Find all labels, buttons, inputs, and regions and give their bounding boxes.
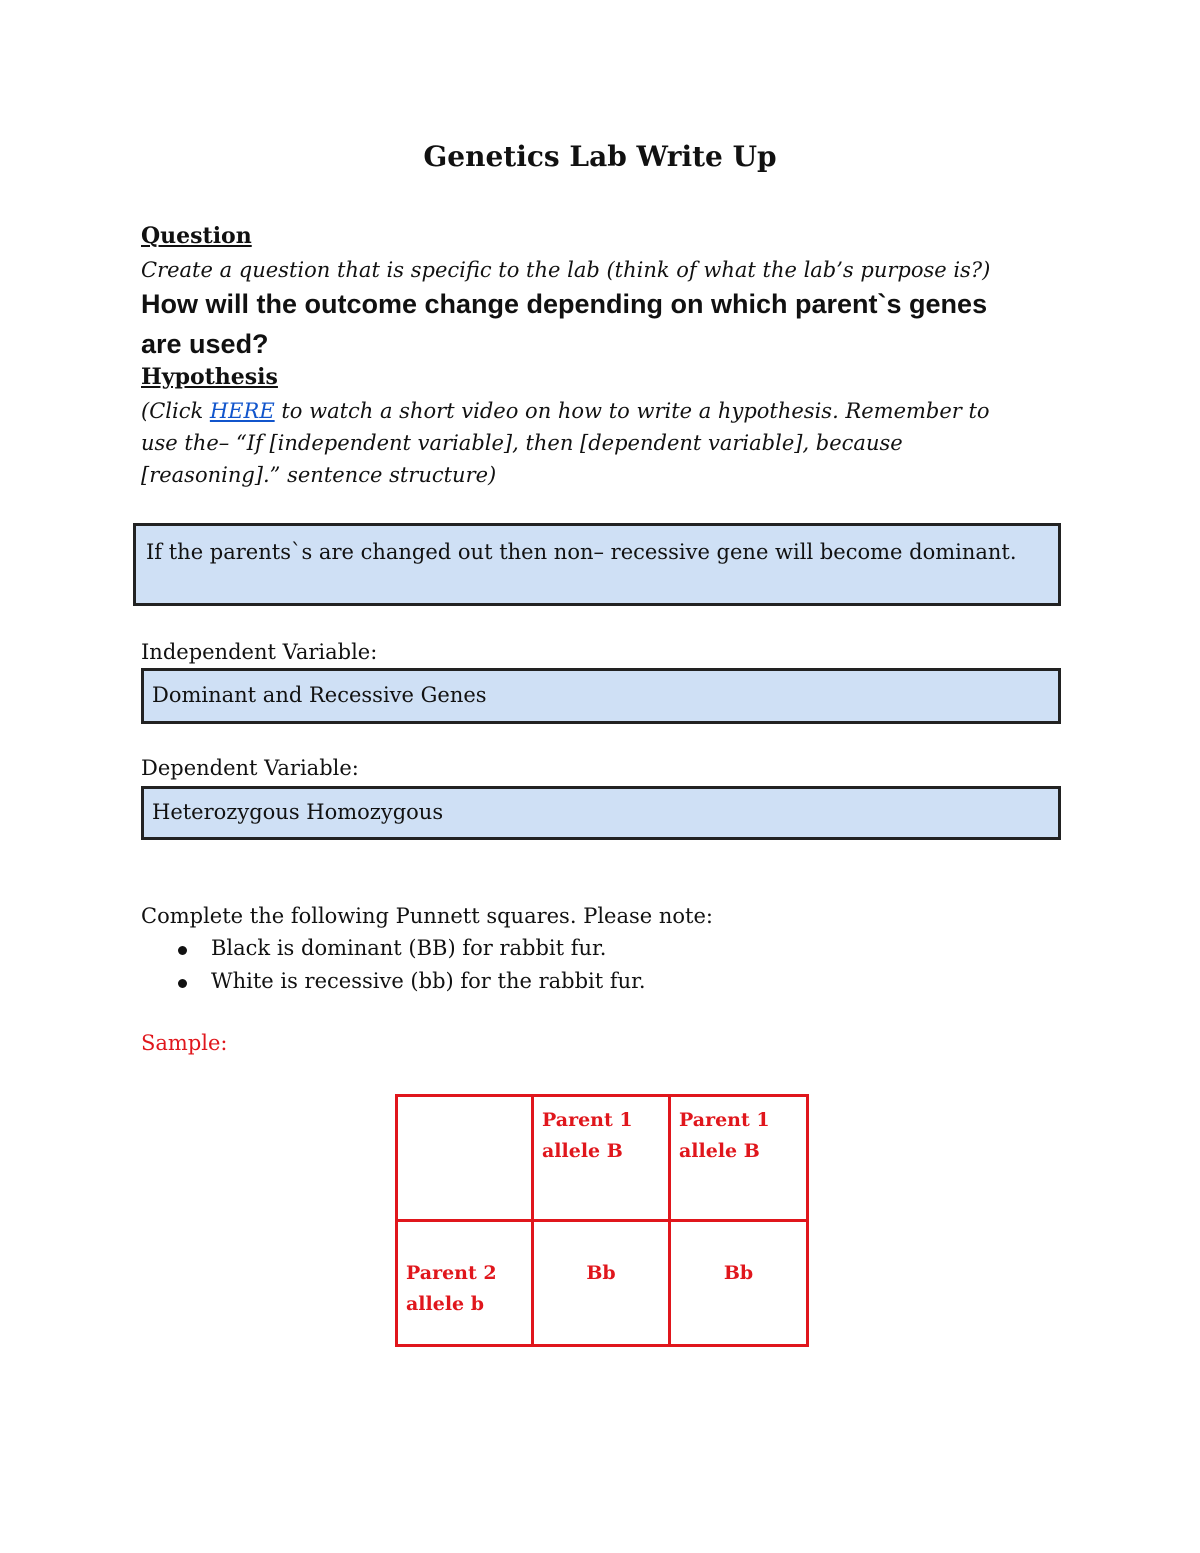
hypothesis-answer: If the parents`s are changed out then non– recessive gene will become dominant. <box>146 540 1017 564</box>
list-item: Black is dominant (BB) for rabbit fur. <box>141 932 646 965</box>
punnett-cell-2: Bb <box>670 1221 808 1346</box>
dependent-variable-label: Dependent Variable: <box>141 756 359 780</box>
independent-variable-label: Independent Variable: <box>141 640 378 664</box>
dependent-variable-value: Heterozygous Homozygous <box>152 800 444 824</box>
punnett-corner-cell <box>397 1096 533 1221</box>
page-title: Genetics Lab Write Up <box>423 140 777 173</box>
hypothesis-heading: Hypothesis <box>141 364 278 390</box>
punnett-header-row: Parent 2 allele b <box>397 1221 533 1346</box>
video-link[interactable]: HERE <box>209 399 275 423</box>
dependent-variable-box[interactable] <box>141 786 1061 840</box>
question-heading: Question <box>141 223 252 249</box>
bullet-icon <box>178 946 187 955</box>
sample-label: Sample: <box>141 1031 228 1055</box>
punnett-square-sample <box>395 1094 809 1347</box>
punnett-header-col2: Parent 1 allele B <box>670 1096 808 1221</box>
hypothesis-answer-box[interactable] <box>133 523 1061 606</box>
punnett-cell-1: Bb <box>533 1221 670 1346</box>
hypothesis-instr-before: (Click <box>141 399 210 423</box>
punnett-notes-list <box>141 932 646 998</box>
punnett-intro: Complete the following Punnett squares. Please note: <box>141 904 713 928</box>
independent-variable-box[interactable] <box>141 668 1061 724</box>
punnett-header-col1: Parent 1 allele B <box>533 1096 670 1221</box>
question-prompt: Create a question that is specific to the lab (think of what the lab’s purpose is?) <box>141 258 991 282</box>
hypothesis-instructions <box>141 395 1021 491</box>
independent-variable-value: Dominant and Recessive Genes <box>152 683 487 707</box>
bullet-icon <box>178 979 187 988</box>
question-answer: How will the outcome change depending on which parent`s genes are used? <box>141 289 988 359</box>
list-item: White is recessive (bb) for the rabbit fur. <box>141 965 646 998</box>
hypothesis-instr-after: to watch a short video on how to write a hypothesis. Remember to use the– “If [independent variable], then [dependent variable], because [reasoning].” sentence structure) <box>141 399 990 487</box>
